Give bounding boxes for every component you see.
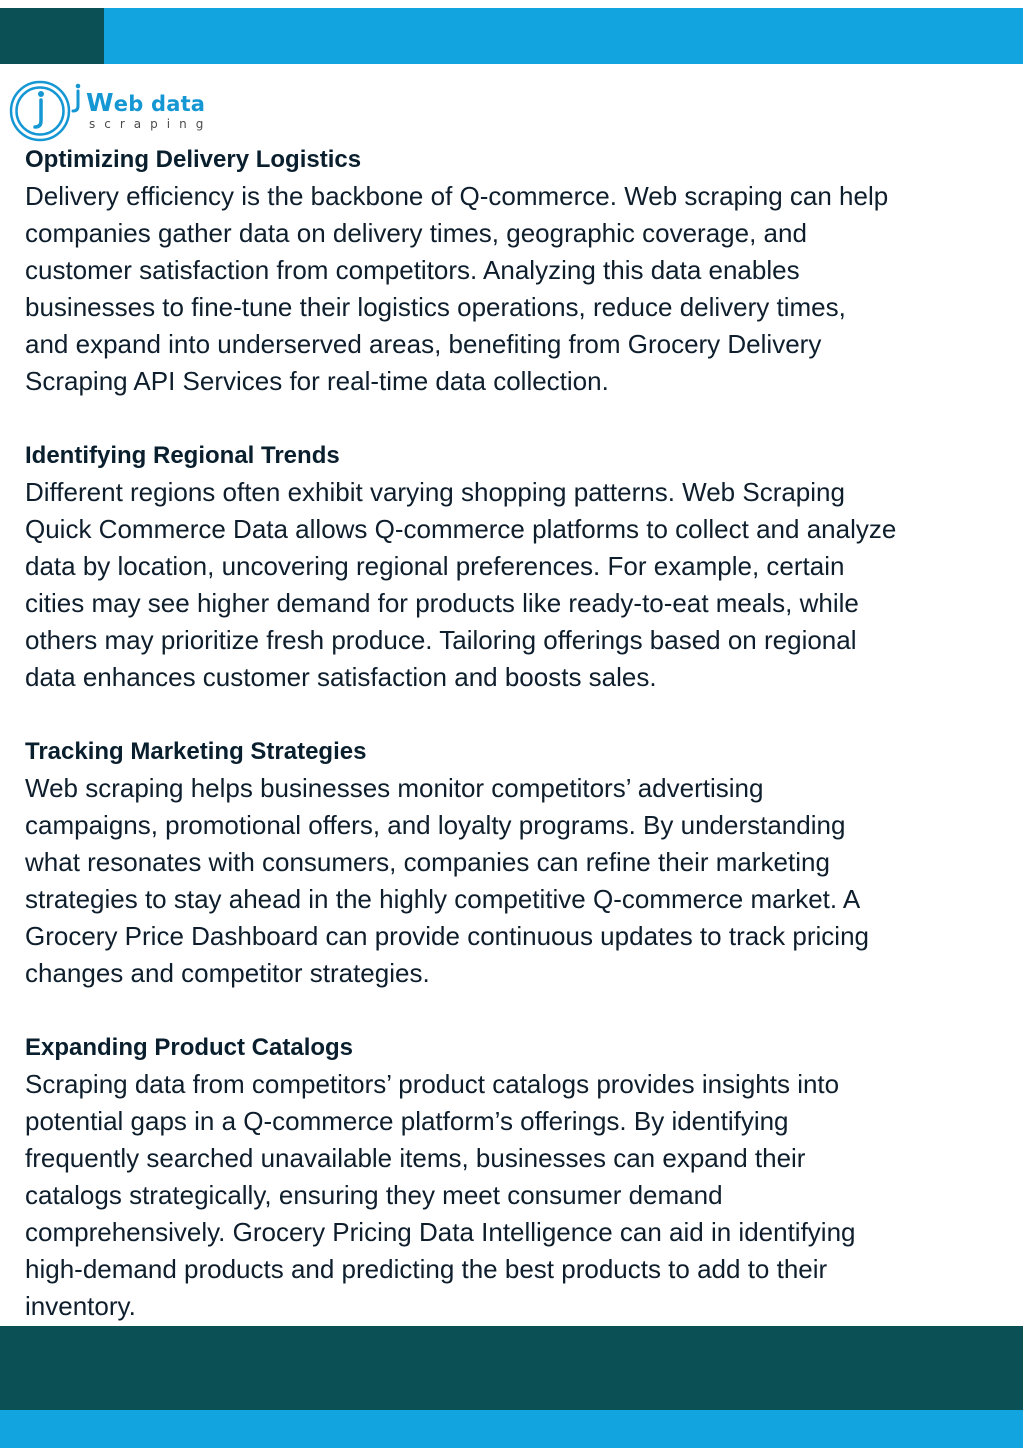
paragraph-line: inventory. (25, 1291, 136, 1321)
paragraph-line: data enhances customer satisfaction and boosts sales. (25, 662, 657, 692)
paragraph-line: catalogs strategically, ensuring they meet consumer demand (25, 1180, 723, 1210)
paragraph-line: businesses to fine-tune their logistics operations, reduce delivery times, (25, 292, 846, 322)
paragraph-line: Grocery Price Dashboard can provide continuous updates to track pricing (25, 921, 869, 951)
paragraph-line: high-demand products and predicting the best products to add to their (25, 1254, 828, 1284)
paragraph-line: frequently searched unavailable items, businesses can expand their (25, 1143, 806, 1173)
paragraph-line: potential gaps in a Q-commerce platform’s offerings. By identifying (25, 1106, 789, 1136)
section-product-catalogs (25, 1029, 1015, 1325)
paragraph-line: others may prioritize fresh produce. Tailoring offerings based on regional (25, 625, 857, 655)
paragraph-line: Web scraping helps businesses monitor competitors’ advertising (25, 773, 764, 803)
paragraph-line: comprehensively. Grocery Pricing Data Intelligence can aid in identifying (25, 1217, 856, 1247)
footer-band (0, 1326, 1023, 1410)
header-band (0, 8, 1023, 64)
brand-name-initial: W (86, 88, 114, 117)
paragraph-line: Delivery efficiency is the backbone of Q-commerce. Web scraping can help (25, 181, 889, 211)
section-heading: Expanding Product Catalogs (25, 1034, 354, 1061)
section-paragraph (25, 178, 1015, 400)
paragraph-line: companies gather data on delivery times, geographic coverage, and (25, 218, 807, 248)
article-body (25, 141, 1015, 1362)
footer-band-accent (0, 1410, 1023, 1448)
brand-tagline: scraping (89, 117, 213, 131)
logo-emblem-icon (8, 80, 88, 142)
paragraph-line: strategies to stay ahead in the highly competitive Q-commerce market. A (25, 884, 861, 914)
header-accent-block (0, 8, 104, 64)
paragraph-line: Scraping data from competitors’ product catalogs provides insights into (25, 1069, 840, 1099)
paragraph-line: Different regions often exhibit varying shopping patterns. Web Scraping (25, 477, 845, 507)
paragraph-line: what resonates with consumers, companies can refine their marketing (25, 847, 830, 877)
section-delivery-logistics (25, 141, 1015, 400)
paragraph-line: and expand into underserved areas, benefiting from Grocery Delivery (25, 329, 822, 359)
paragraph-line: data by location, uncovering regional preferences. For example, certain (25, 551, 845, 581)
section-heading: Optimizing Delivery Logistics (25, 146, 362, 173)
paragraph-line: Scraping API Services for real-time data collection. (25, 366, 609, 396)
brand-name-rest: eb data (113, 92, 206, 116)
section-heading: Tracking Marketing Strategies (25, 738, 367, 765)
paragraph-line: changes and competitor strategies. (25, 958, 430, 988)
section-marketing-strategies (25, 733, 1015, 992)
paragraph-line: cities may see higher demand for products like ready-to-eat meals, while (25, 588, 859, 618)
section-regional-trends (25, 437, 1015, 696)
paragraph-line: campaigns, promotional offers, and loyalty programs. By understanding (25, 810, 846, 840)
section-heading: Identifying Regional Trends (25, 442, 340, 469)
section-paragraph (25, 770, 1015, 992)
brand-logo (8, 80, 228, 142)
brand-name (86, 88, 205, 117)
section-paragraph (25, 474, 1015, 696)
paragraph-line: Quick Commerce Data allows Q-commerce platforms to collect and analyze (25, 514, 897, 544)
section-paragraph (25, 1066, 1015, 1325)
paragraph-line: customer satisfaction from competitors. Analyzing this data enables (25, 255, 800, 285)
